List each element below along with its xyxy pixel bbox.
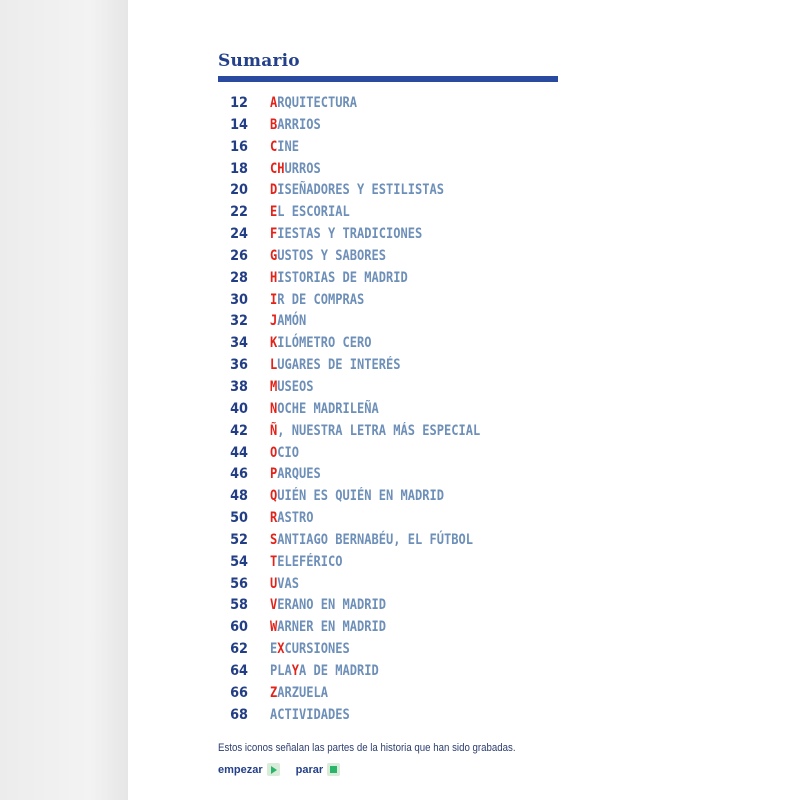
- toc-entry-title: [270, 574, 299, 595]
- toc-entry-rest: UIÉN ES QUIÉN EN MADRID: [277, 488, 444, 505]
- toc-entry-initial: K: [270, 335, 278, 352]
- toc-entry-title: [270, 137, 299, 158]
- toc-entry-rest: ISEÑADORES Y ESTILISTAS: [277, 182, 444, 199]
- toc-page-number: 48: [230, 488, 248, 505]
- toc-entry-title: [270, 333, 371, 354]
- toc-entry-rest: A DE MADRID: [299, 662, 379, 679]
- toc-entry-initial: J: [270, 313, 278, 330]
- toc-page-number: 28: [230, 269, 248, 286]
- toc-entry-initial: I: [270, 291, 278, 308]
- toc-entry: [0, 705, 800, 727]
- toc-entry-initial: Q: [270, 488, 278, 505]
- toc-entry: [0, 639, 800, 661]
- toc-entry: [0, 552, 800, 574]
- toc-entry-title: [270, 93, 357, 114]
- toc-entry-rest: , NUESTRA LETRA MÁS ESPECIAL: [277, 422, 481, 439]
- toc-page-number: 46: [230, 466, 248, 483]
- toc-page-number: 68: [230, 706, 248, 723]
- toc-entry: [0, 355, 800, 377]
- toc-entry: [0, 268, 800, 290]
- toc-entry-title: [270, 595, 386, 616]
- toc-entry-title: [270, 508, 314, 529]
- toc-entry: [0, 224, 800, 246]
- toc-entry-title: [270, 443, 299, 464]
- toc-entry: [0, 246, 800, 268]
- toc-entry: [0, 683, 800, 705]
- toc-entry-rest: IESTAS Y TRADICIONES: [277, 226, 423, 243]
- toc-entry-rest: L ESCORIAL: [277, 204, 350, 221]
- toc-entry-initial: O: [270, 444, 278, 461]
- toc-entry: [0, 93, 800, 115]
- toc-page-number: 16: [230, 138, 248, 155]
- toc-entry-title: [270, 421, 480, 442]
- toc-entry: [0, 137, 800, 159]
- table-of-contents: [0, 93, 800, 726]
- toc-entry-initial: S: [270, 531, 278, 548]
- toc-entry-rest: USTOS Y SABORES: [277, 247, 386, 264]
- toc-entry-initial: U: [270, 575, 278, 592]
- toc-page-number: 30: [230, 291, 248, 308]
- toc-entry-initial: L: [270, 357, 278, 374]
- toc-page-number: 22: [230, 204, 248, 221]
- toc-entry-initial: P: [270, 466, 278, 483]
- toc-entry-title: [270, 617, 386, 638]
- toc-entry: [0, 311, 800, 333]
- toc-entry-initial: G: [270, 247, 278, 264]
- toc-entry: [0, 661, 800, 683]
- toc-entry-title: [270, 355, 400, 376]
- toc-page-number: 66: [230, 684, 248, 701]
- toc-entry-initial: E: [270, 204, 278, 221]
- toc-page-number: 32: [230, 313, 248, 330]
- toc-entry-rest: USEOS: [277, 378, 314, 395]
- toc-entry-rest: ARQUES: [277, 466, 321, 483]
- page-title: Sumario: [218, 51, 300, 71]
- toc-entry-title: [270, 683, 328, 704]
- toc-entry-rest: VAS: [277, 575, 300, 592]
- toc-entry-initial: R: [270, 510, 278, 527]
- toc-entry-rest: ARRIOS: [277, 116, 321, 133]
- toc-entry-initial: C: [270, 138, 278, 155]
- toc-entry-title: [270, 705, 350, 726]
- toc-entry: [0, 595, 800, 617]
- toc-entry: [0, 333, 800, 355]
- toc-entry-title: [270, 246, 386, 267]
- toc-entry-initial: W: [270, 619, 278, 636]
- toc-entry: [0, 202, 800, 224]
- toc-entry-initial: H: [270, 269, 278, 286]
- toc-entry-initial: Ñ: [270, 422, 278, 439]
- audio-legend: [218, 763, 340, 776]
- recording-note: Estos iconos señalan las partes de la historia que han sido grabadas.: [218, 742, 516, 754]
- toc-page-number: 64: [230, 662, 248, 679]
- toc-entry: [0, 464, 800, 486]
- toc-page-number: 18: [230, 160, 248, 177]
- toc-entry: [0, 574, 800, 596]
- toc-entry-rest: ILÓMETRO CERO: [277, 335, 372, 352]
- toc-entry-title: [270, 202, 350, 223]
- toc-entry-rest: CIO: [277, 444, 300, 461]
- toc-entry-initial: F: [270, 226, 278, 243]
- toc-entry-title: [270, 530, 473, 551]
- toc-entry-title: [270, 180, 444, 201]
- toc-entry: [0, 530, 800, 552]
- toc-entry-title: [270, 290, 364, 311]
- toc-entry-title: [270, 159, 321, 180]
- toc-entry-rest: ISTORIAS DE MADRID: [277, 269, 408, 286]
- toc-entry-initial: X: [277, 641, 285, 658]
- toc-entry-title: [270, 377, 314, 398]
- toc-entry-title: [270, 224, 422, 245]
- toc-entry-title: [270, 115, 321, 136]
- toc-page-number: 12: [230, 95, 248, 111]
- toc-entry-prefix: PLA: [270, 662, 292, 679]
- title-underline: [218, 76, 558, 82]
- toc-page-number: 26: [230, 247, 248, 264]
- toc-entry-title: [270, 464, 321, 485]
- toc-entry-title: [270, 661, 379, 682]
- start-label: empezar: [218, 763, 263, 776]
- toc-page-number: 36: [230, 357, 248, 374]
- toc-entry-rest: OCHE MADRILEÑA: [277, 400, 379, 417]
- toc-entry-prefix: E: [270, 641, 278, 658]
- stop-label: parar: [295, 763, 324, 776]
- toc-page-number: 52: [230, 531, 248, 548]
- toc-entry-title: [270, 311, 306, 332]
- toc-entry-initial: T: [270, 553, 278, 570]
- toc-entry: [0, 180, 800, 202]
- toc-entry: [0, 399, 800, 421]
- toc-entry-title: [270, 268, 408, 289]
- toc-entry: [0, 443, 800, 465]
- toc-entry-rest: UGARES DE INTERÉS: [277, 357, 401, 374]
- toc-entry-rest: CURSIONES: [284, 641, 350, 658]
- toc-page-number: 58: [230, 597, 248, 614]
- toc-page-number: 42: [230, 422, 248, 439]
- toc-entry-initial: N: [270, 400, 278, 417]
- toc-entry-initial: V: [270, 597, 278, 614]
- toc-entry-initial: B: [270, 116, 278, 133]
- stop-icon: [327, 763, 340, 776]
- toc-entry-title: [270, 486, 444, 507]
- toc-entry-rest: ASTRO: [277, 510, 314, 527]
- toc-page-number: 56: [230, 575, 248, 592]
- toc-entry: [0, 617, 800, 639]
- toc-entry-rest: ANTIAGO BERNABÉU, EL FÚTBOL: [277, 531, 473, 548]
- toc-page-number: 20: [230, 182, 248, 199]
- toc-entry: [0, 377, 800, 399]
- toc-entry-initial: Z: [270, 684, 278, 701]
- toc-entry-rest: RQUITECTURA: [277, 95, 357, 111]
- toc-entry-rest: R DE COMPRAS: [277, 291, 365, 308]
- toc-entry-rest: ARNER EN MADRID: [277, 619, 386, 636]
- toc-entry-rest: INE: [277, 138, 300, 155]
- toc-entry-rest: ARZUELA: [277, 684, 329, 701]
- toc-entry-initial: A: [270, 95, 278, 111]
- toc-entry: [0, 115, 800, 137]
- toc-entry-title: [270, 639, 350, 660]
- toc-page-number: 38: [230, 378, 248, 395]
- toc-entry: [0, 421, 800, 443]
- toc-entry-initial: M: [270, 378, 278, 395]
- toc-page-number: 14: [230, 116, 248, 133]
- toc-page-number: 62: [230, 641, 248, 658]
- toc-entry-rest: URROS: [284, 160, 321, 177]
- toc-page-number: 44: [230, 444, 248, 461]
- play-icon: [267, 763, 280, 776]
- toc-page-number: 50: [230, 510, 248, 527]
- toc-entry: [0, 486, 800, 508]
- toc-page-number: 34: [230, 335, 248, 352]
- toc-entry-title: [270, 552, 342, 573]
- toc-page-number: 54: [230, 553, 248, 570]
- toc-entry: [0, 290, 800, 312]
- toc-entry-initial: CH: [270, 160, 285, 177]
- toc-page-number: 24: [230, 226, 248, 243]
- toc-entry-initial: D: [270, 182, 278, 199]
- toc-page-number: 60: [230, 619, 248, 636]
- toc-entry-rest: AMÓN: [277, 313, 307, 330]
- toc-entry-rest: ACTIVIDADES: [270, 706, 350, 723]
- toc-entry: [0, 508, 800, 530]
- toc-entry-title: [270, 399, 379, 420]
- toc-page-number: 40: [230, 400, 248, 417]
- toc-entry-initial: Y: [291, 662, 300, 679]
- toc-entry-rest: ERANO EN MADRID: [277, 597, 386, 614]
- toc-entry-rest: ELEFÉRICO: [277, 553, 343, 570]
- toc-entry: [0, 159, 800, 181]
